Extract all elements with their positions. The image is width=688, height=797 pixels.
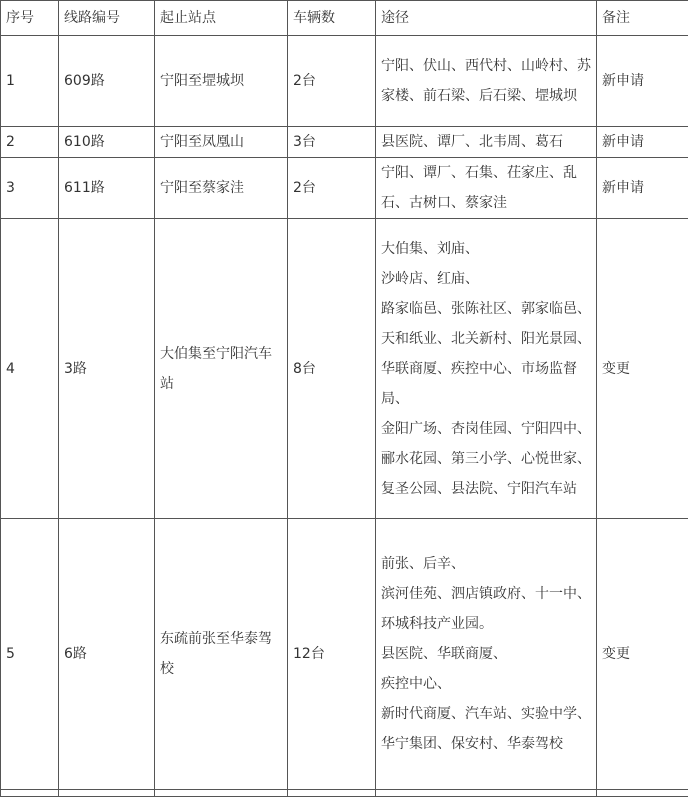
route-segment: 滨河佳苑、泗店镇政府、十一中、: [381, 586, 591, 602]
route-segment: 县医院、华联商厦、: [381, 646, 507, 662]
header-no: 序号: [1, 1, 59, 36]
cell-no: 5: [1, 519, 59, 790]
route-segment: 环城科技产业园。: [381, 616, 493, 632]
cell-remark: 新申请: [597, 158, 688, 219]
cell-vehicles: 8台: [288, 219, 376, 519]
cell-remark: 变更: [597, 519, 688, 790]
cell-line: 610路: [59, 127, 155, 158]
route-segment: 金阳广场、杏岗佳园、宁阳四中、郦水花园、第三小学、心悦世家、复圣公园、县法院、宁阳汽车站: [381, 420, 591, 497]
cell-line: 611路: [59, 158, 155, 219]
header-route: 途径: [376, 1, 597, 36]
cell-vehicles: 12台: [288, 519, 376, 790]
header-line: 线路编号: [59, 1, 155, 36]
table-row: [1, 127, 688, 158]
table-row-partial: [1, 790, 688, 797]
cell-no: 2: [1, 127, 59, 158]
route-segment: 宁阳、伏山、西代村、山岭村、苏家楼、前石梁、后石梁、堽城坝: [381, 58, 591, 104]
cell-route: [376, 519, 597, 790]
cell-remark: 新申请: [597, 36, 688, 127]
route-segment: 大伯集、刘庙、: [381, 240, 479, 257]
table-header: [1, 1, 688, 36]
cell-stops: 东疏前张至华泰驾校: [155, 519, 288, 790]
table-row: [1, 519, 688, 790]
cell-stops: 宁阳至凤凰山: [155, 127, 288, 158]
cell-line: 609路: [59, 36, 155, 127]
cell-no: 1: [1, 36, 59, 127]
table-body: [1, 36, 688, 797]
header-vehicles: 车辆数: [288, 1, 376, 36]
cell-line: 3路: [59, 219, 155, 519]
cell-no: 3: [1, 158, 59, 219]
header-remark: 备注: [597, 1, 688, 36]
cell-stops: 大伯集至宁阳汽车站: [155, 219, 288, 519]
cell-remark: 变更: [597, 219, 688, 519]
cell-vehicles: 2台: [288, 36, 376, 127]
table-row: [1, 158, 688, 219]
cell-stops: 宁阳至蔡家洼: [155, 158, 288, 219]
table-row: [1, 36, 688, 127]
cell-vehicles: 3台: [288, 127, 376, 158]
cell-stops: 宁阳至堽城坝: [155, 36, 288, 127]
cell-route: [376, 158, 597, 219]
header-stops: 起止站点: [155, 1, 288, 36]
route-segment: 疾控中心、: [381, 676, 451, 692]
cell-route: [376, 219, 597, 519]
cell-vehicles: 2台: [288, 158, 376, 219]
route-segment: 沙岭店、红庙、: [381, 270, 479, 287]
route-segment: 路家临邑、张陈社区、郭家临邑、天和纸业、北关新村、阳光景园、华联商厦、疾控中心、市场监督局、: [381, 300, 591, 407]
header-row: [1, 1, 688, 36]
route-segment: 宁阳、谭厂、石集、茌家庄、乱石、古树口、蔡家洼: [381, 165, 577, 211]
cell-route: [376, 36, 597, 127]
cell-remark: 新申请: [597, 127, 688, 158]
route-segment: 县医院、谭厂、北韦周、葛石: [381, 134, 563, 150]
cell-route: [376, 127, 597, 158]
table-row: [1, 219, 688, 519]
cell-line: 6路: [59, 519, 155, 790]
route-segment: 前张、后辛、: [381, 556, 465, 572]
cell-no: 4: [1, 219, 59, 519]
route-segment: 新时代商厦、汽车站、实验中学、华宁集团、保安村、华泰驾校: [381, 706, 591, 752]
